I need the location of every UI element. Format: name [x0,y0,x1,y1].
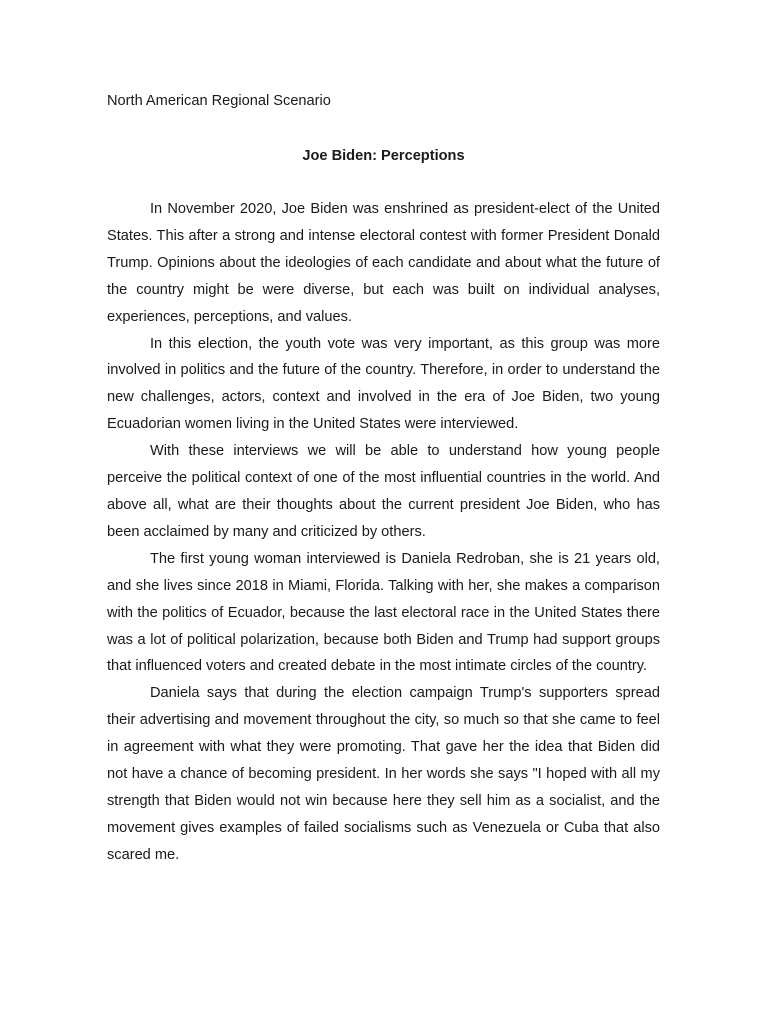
document-title: Joe Biden: Perceptions [302,148,465,164]
document-header: North American Regional Scenario [107,93,331,109]
paragraph: In this election, the youth vote was very important, as this group was more involved in politics and the future of the country. Therefore, in order to understand the new challenges, actors, context and involved in the era of Joe Biden, two young Ecuadorian women living in the United States were interviewed. [107,335,660,433]
paragraph: In November 2020, Joe Biden was enshrined as president-elect of the United States. This after a strong and intense electoral contest with former President Donald Trump. Opinions about the ideologies of each candidate and about what the future of the country might be were diverse, but each was built on individual analyses, experiences, perceptions, and values. [107,201,660,325]
paragraph: Daniela says that during the election campaign Trump's supporters spread their advertising and movement throughout the city, so much so that she came to feel in agreement with what they were promoting. That gave her the idea that Biden did not have a chance of becoming president. In her words she says "I hoped with all my strength that Biden would not win because here they sell him as a socialist, and the movement gives examples of failed socialisms such as Venezuela or Cuba that also scared me. [107,685,660,863]
paragraph: With these interviews we will be able to understand how young people perceive the political context of one of the most influential countries in the world. And above all, what are their thoughts about the current president Joe Biden, who has been acclaimed by many and criticized by others. [107,443,660,540]
document-body [107,196,660,869]
paragraph: The first young woman interviewed is Daniela Redroban, she is 21 years old, and she lives since 2018 in Miami, Florida. Talking with her, she makes a comparison with the politics of Ecuador, because the last electoral race in the United States there was a lot of political polarization, because both Biden and Trump had support groups that influenced voters and created debate in the most intimate circles of the country. [107,550,660,675]
